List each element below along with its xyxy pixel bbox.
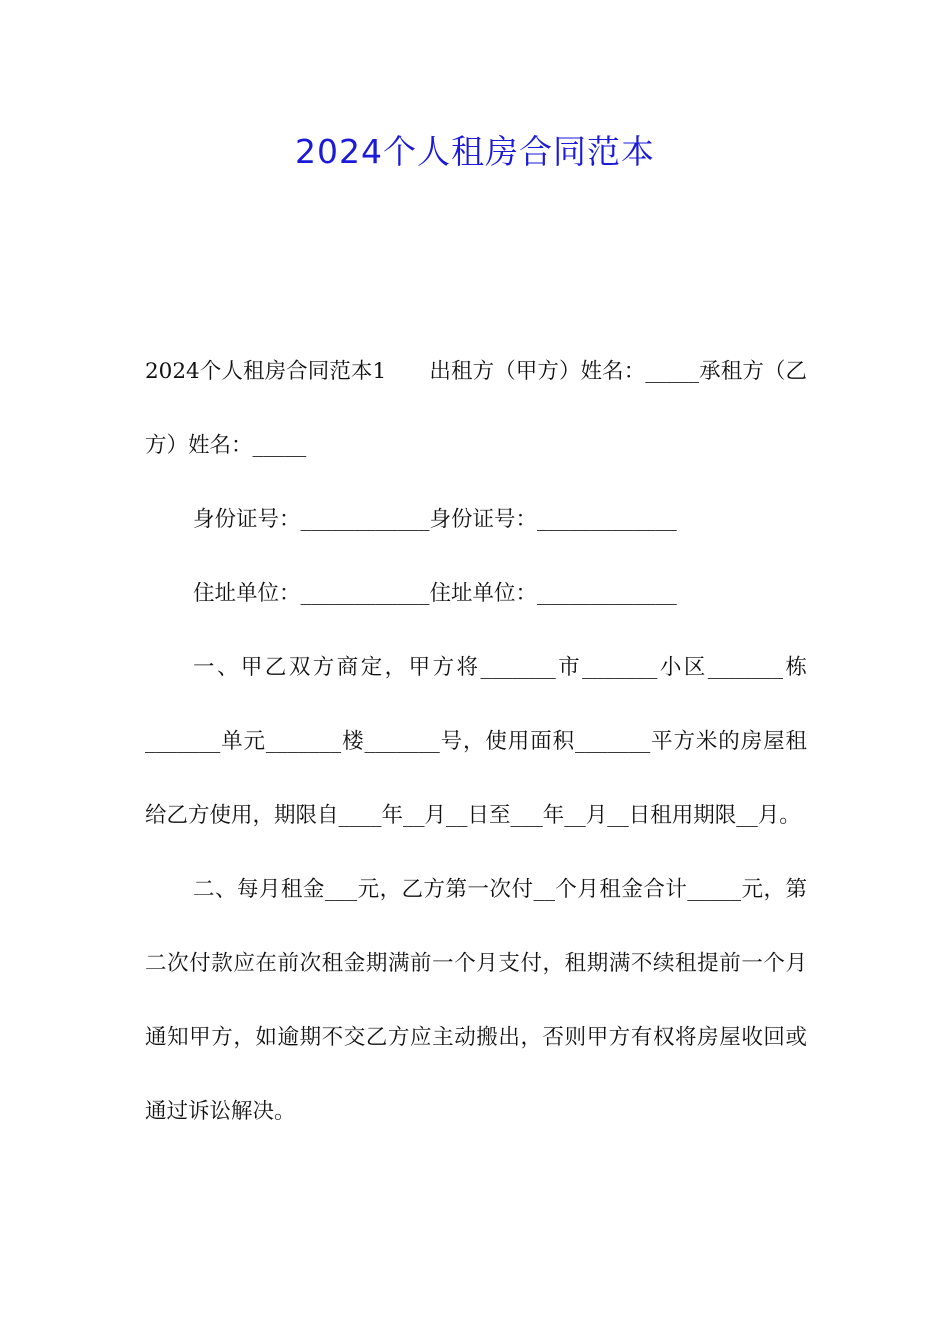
document-title: 2024个人租房合同范本 (295, 132, 655, 171)
paragraph-clause-2: 二、每月租金___元，乙方第一次付__个月租金合计_____元，第二次付款应在前次租金期满前一个月支付，租期满不续租提前一个月通知甲方，如逾期不交乙方应主动搬出，否则甲方有权将房屋收回或通过诉讼解决。 (145, 877, 807, 1124)
document-body (145, 335, 807, 1149)
paragraph-parties: 2024个人租房合同范本1 出租方（甲方）姓名：_____承租方（乙方）姓名：_____ (145, 359, 807, 458)
paragraph-id-numbers: 身份证号：____________身份证号：_____________ (193, 507, 677, 532)
paragraph-addresses: 住址单位：____________住址单位：_____________ (193, 581, 677, 606)
paragraph-clause-1: 一、甲乙双方商定，甲方将_______市_______小区_______栋_______单元_______楼_______号，使用面积_______平方米的房屋租给乙方使用，期限自____年__月__日至___年__月__日租用期限__月。 (145, 655, 807, 828)
